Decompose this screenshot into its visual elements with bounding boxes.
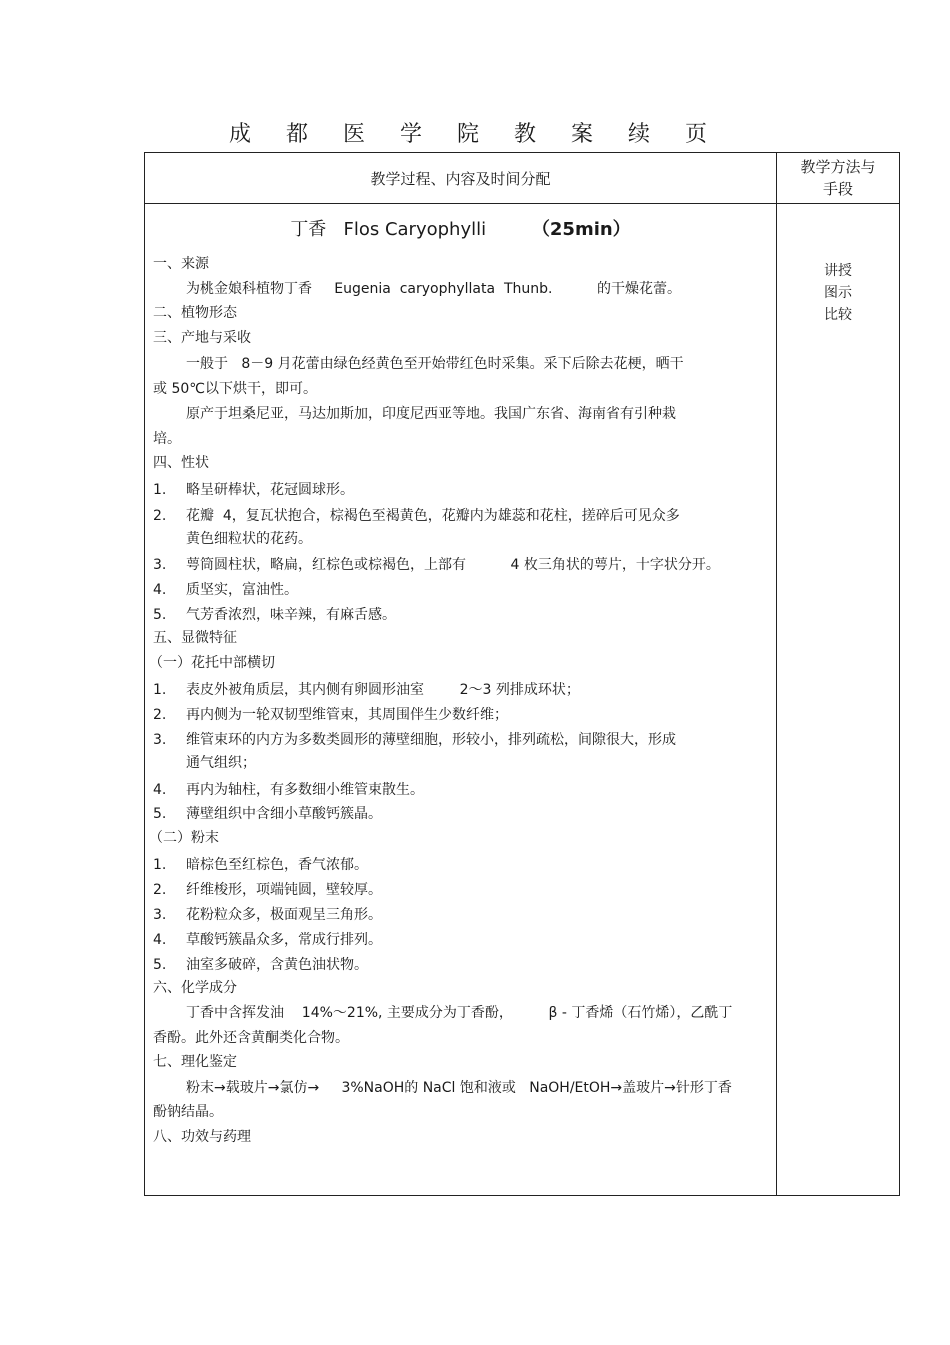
list-item: 油室多破碎，含黄色油状物。: [186, 957, 368, 973]
heading-source: 一、来源: [153, 256, 209, 272]
origin-text-line1: 原产于坦桑尼亚，马达加斯加，印度尼西亚等地。我国广东省、海南省有引种栽: [186, 406, 676, 422]
list-item-number: 3.: [153, 732, 167, 748]
list-item: 维管束环的内方为多数类圆形的薄壁细胞，形较小，排列疏松，间隙很大，形成: [186, 732, 676, 748]
heading-identification: 七、理化鉴定: [153, 1054, 237, 1070]
list-item: 气芳香浓烈，味辛辣，有麻舌感。: [186, 607, 396, 623]
method-comparison: 比较: [824, 307, 852, 323]
list-item-number: 1.: [153, 682, 167, 698]
teaching-methods: [777, 260, 899, 326]
list-item-number: 2.: [153, 707, 167, 723]
section-time: （25min）: [531, 219, 631, 240]
list-item-number: 5.: [153, 806, 167, 822]
list-item: 表皮外被角质层，其内侧有卵圆形油室 2～3 列排成环状；: [186, 682, 580, 698]
list-item-number: 4.: [153, 782, 167, 798]
list-item-number: 3.: [153, 557, 167, 573]
list-item-number: 4.: [153, 582, 167, 598]
list-item: 再内侧为一轮双韧型维管束，其周围伴生少数纤维；: [186, 707, 508, 723]
list-item: 再内为轴柱，有多数细小维管束散生。: [186, 782, 424, 798]
document-title: 成 都 医 学 院 教 案 续 页: [229, 122, 721, 147]
table-header-divider: [145, 203, 899, 204]
heading-origin-harvest: 三、产地与采收: [153, 330, 251, 346]
identification-text-line1: 粉末→载玻片→氯仿→ 3%NaOH的 NaCl 饱和液或 NaOH/EtOH→盖玻片→针形丁香: [186, 1080, 732, 1096]
list-item-number: 3.: [153, 907, 167, 923]
heading-morphology: 二、植物形态: [153, 305, 237, 321]
subheading-powder: （二）粉末: [149, 830, 219, 846]
lesson-table: [144, 152, 900, 1196]
list-item: 略呈研棒状，花冠圆球形。: [186, 482, 354, 498]
list-item: 纤维梭形，项端钝圆，壁较厚。: [186, 882, 382, 898]
list-item: 草酸钙簇晶众多，常成行排列。: [186, 932, 382, 948]
source-text: 为桃金娘科植物丁香 Eugenia caryophyllata Thunb. 的干燥花蕾。: [186, 281, 681, 297]
list-item: 花粉粒众多，极面观呈三角形。: [186, 907, 382, 923]
section-name: 丁香 Flos Caryophylli: [290, 219, 487, 240]
heading-chemistry: 六、化学成分: [153, 980, 237, 996]
list-item-number: 2.: [153, 508, 167, 524]
method-illustration: 图示: [824, 285, 852, 301]
list-item-continuation: 黄色细粒状的花药。: [186, 531, 312, 547]
harvest-text-line1: 一般于 8－9 月花蕾由绿色经黄色至开始带红色时采集。采下后除去花梗，晒干: [186, 356, 684, 372]
header-content-column: 教学过程、内容及时间分配: [370, 169, 551, 188]
header-method-line1: 教学方法与: [800, 158, 876, 176]
section-title: [145, 215, 776, 241]
chemistry-text-line1: 丁香中含挥发油 14%～21%, 主要成分为丁香酚， β - 丁香烯（石竹烯），乙酰丁: [186, 1005, 733, 1021]
heading-microscopy: 五、显微特征: [153, 630, 237, 646]
heading-efficacy: 八、功效与药理: [153, 1129, 251, 1145]
list-item: 质坚实，富油性。: [186, 582, 298, 598]
origin-text-line2: 培。: [153, 431, 181, 447]
list-item-number: 5.: [153, 957, 167, 973]
list-item-number: 4.: [153, 932, 167, 948]
list-item: 花瓣 4，复瓦状抱合，棕褐色至褐黄色，花瓣内为雄蕊和花柱，搓碎后可见众多: [186, 508, 680, 524]
list-item: 暗棕色至红棕色，香气浓郁。: [186, 857, 368, 873]
list-item: 萼筒圆柱状，略扁，红棕色或棕褐色，上部有 4 枚三角状的萼片，十字状分开。: [186, 557, 720, 573]
method-lecture: 讲授: [824, 263, 852, 279]
harvest-text-line2: 或 50℃以下烘干，即可。: [153, 381, 317, 397]
subheading-cross-section: （一）花托中部横切: [149, 655, 275, 671]
list-item-number: 1.: [153, 482, 167, 498]
list-item-number: 2.: [153, 882, 167, 898]
list-item-number: 1.: [153, 857, 167, 873]
list-item: 薄壁组织中含细小草酸钙簇晶。: [186, 806, 382, 822]
chemistry-text-line2: 香酚。此外还含黄酮类化合物。: [153, 1030, 349, 1046]
header-method-column: [777, 153, 899, 203]
identification-text-line2: 酚钠结晶。: [153, 1104, 223, 1120]
header-method-line2: 手段: [822, 180, 853, 198]
heading-characteristics: 四、性状: [153, 455, 209, 471]
list-item-continuation: 通气组织；: [186, 755, 256, 771]
list-item-number: 5.: [153, 607, 167, 623]
